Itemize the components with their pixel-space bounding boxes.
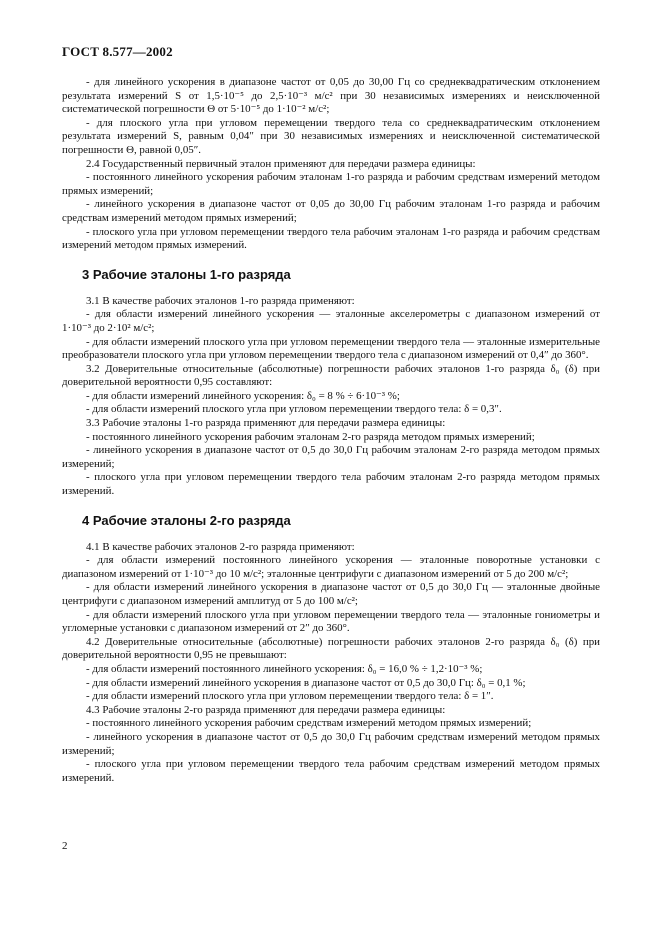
document-body (62, 76, 600, 785)
paragraph: 4.1 В качестве рабочих эталонов 2-го разряда применяют: (86, 540, 355, 553)
section-4-heading: 4 Рабочие эталоны 2-го разряда (82, 512, 291, 528)
section-3-heading: 3 Рабочие эталоны 1-го разряда (82, 266, 291, 282)
paragraph: - для области измерений плоского угла при угловом перемещении твердого тела: δ = 1″. (86, 690, 494, 703)
paragraph: - для области измерений плоского угла при угловом перемещении твердого тела: δ = 0,3″. (86, 403, 502, 416)
paragraph: - плоского угла при угловом перемещении твердого тела рабочим средствам измерений методом прямых измерений. (62, 758, 600, 784)
paragraph: - для области измерений линейного ускорения — эталонные акселерометры с диапазоном измерений от 1·10⁻³ до 2·10² м/с²; (62, 308, 600, 334)
paragraph: 3.1 В качестве рабочих эталонов 1-го разряда применяют: (86, 294, 355, 307)
paragraph: - для линейного ускорения в диапазоне частот от 0,05 до 30,00 Гц со среднеквадратическим отклонением результата измерений S от 1,5·10⁻⁵ до 2,5·10⁻³ м/с² при 30 независимых измерениях и неисключенной систематической погрешности Θ от 5·10⁻⁵ до 1·10⁻² м/с²; (62, 76, 600, 116)
paragraph: - плоского угла при угловом перемещении твердого тела рабочим эталонам 1-го разряда и рабочим средствам измерений методом прямых измерений. (62, 225, 600, 252)
paragraph: - плоского угла при угловом перемещении твердого тела рабочим эталонам 2-го разряда методом прямых измерений. (62, 471, 600, 498)
paragraph: 3.2 Доверительные относительные (абсолютные) погрешности рабочих эталонов 1-го разряда δ₀ (δ) при доверительной вероятности 0,95 составляют: (62, 362, 600, 389)
paragraph: 4.3 Рабочие эталоны 2-го разряда применяют для передачи размера единицы: (86, 703, 446, 716)
paragraph: - для плоского угла при угловом перемещении твердого тела со среднеквадратическим отклонением результата измерений S, равным 0,04″ при 30 независимых измерениях и неисключенной систематической погрешности Θ, равной 0,05″. (62, 116, 600, 156)
paragraph: - линейного ускорения в диапазоне частот от 0,5 до 30,0 Гц рабочим средствам измерений методом прямых измерений; (62, 730, 600, 757)
paragraph: 3.3 Рабочие эталоны 1-го разряда применяют для передачи размера единицы: (86, 417, 446, 430)
paragraph: 4.2 Доверительные относительные (абсолютные) погрешности рабочих эталонов 2-го разряда δ₀ (δ) при доверительной вероятности 0,95 не превышают: (62, 635, 600, 662)
paragraph: - постоянного линейного ускорения рабочим эталонам 2-го разряда методом прямых измерений; (86, 430, 535, 443)
page-number: 2 (62, 840, 68, 852)
paragraph: - линейного ускорения в диапазоне частот от 0,05 до 30,00 Гц рабочим эталонам 1-го разряда и рабочим средствам измерений методом прямых измерений; (62, 198, 600, 224)
paragraph: - для области измерений линейного ускорения в диапазоне частот от 0,5 до 30,0 Гц — эталонные двойные центрифуги с диапазоном измерений амплитуд от 5 до 100 м/с²; (62, 581, 600, 607)
document-header: ГОСТ 8.577—2002 (62, 44, 173, 59)
paragraph: - для области измерений постоянного линейного ускорения: δ₀ = 16,0 % ÷ 1,2·10⁻³ %; (86, 662, 483, 675)
paragraph: 2.4 Государственный первичный эталон применяют для передачи размера единицы: (86, 157, 476, 170)
paragraph: - постоянного линейного ускорения рабочим средствам измерений методом прямых измерений; (86, 717, 532, 730)
paragraph: - для области измерений плоского угла при угловом перемещении твердого тела — эталонные гониометры и угломерные установки с диапазоном измерений от 2″ до 360°. (62, 608, 600, 635)
paragraph: - для области измерений линейного ускорения в диапазоне частот от 0,5 до 30,0 Гц: δ₀ = 0,1 %; (86, 676, 526, 689)
paragraph: - линейного ускорения в диапазоне частот от 0,5 до 30,0 Гц рабочим эталонам 2-го разряда методом прямых измерений; (62, 444, 600, 470)
paragraph: - для области измерений плоского угла при угловом перемещении твердого тела — эталонные измерительные преобразователи плоского угла при угловом перемещении твердого тела с диапазоном измерений от 0,4″ до 360°. (62, 335, 600, 362)
paragraph: - для области измерений постоянного линейного ускорения — эталонные поворотные установки с диапазоном измерений от 1·10⁻³ до 10 м/с²; эталонные центрифуги с диапазоном измерений от 5 до 200 м/с²; (62, 554, 600, 580)
paragraph: - для области измерений линейного ускорения: δ₀ = 8 % ÷ 6·10⁻³ %; (86, 389, 400, 402)
paragraph: - постоянного линейного ускорения рабочим эталонам 1-го разряда и рабочим средствам измерений методом прямых измерений; (62, 171, 600, 197)
